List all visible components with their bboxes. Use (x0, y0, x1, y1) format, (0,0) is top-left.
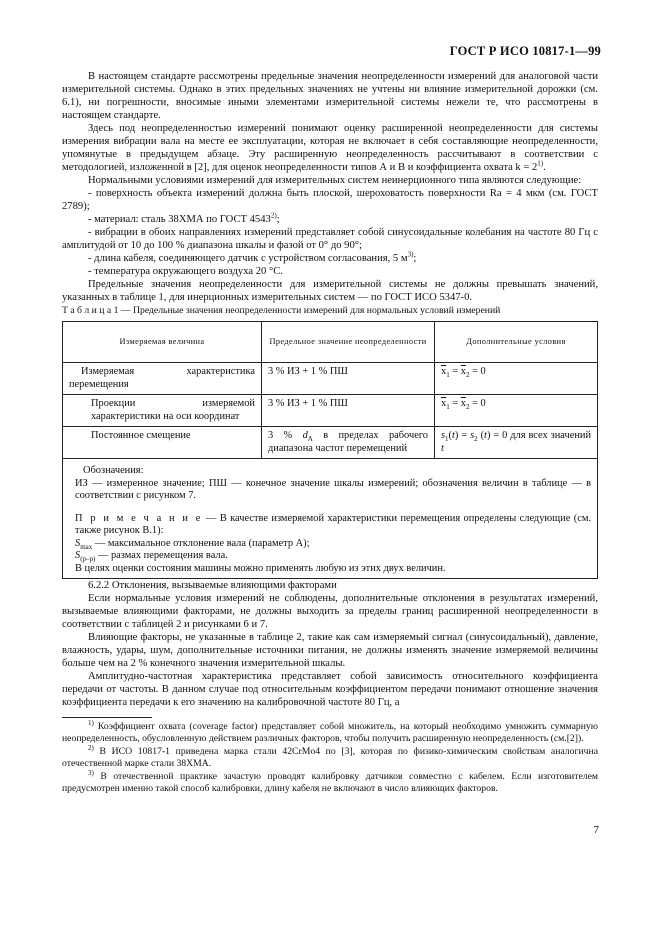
section-heading: 6.2.2 Отклонения, вызываемые влияющими факторами (88, 580, 337, 591)
paragraph: Если нормальные условия измерений не соблюдены, дополнительные отклонения в результатах измерений, вызываемые влияющими факторами, не должны выходить за пределы границ расширенной неопределенности в соответствии с таблицей 2 и рисунками 6 и 7. (62, 593, 598, 630)
table-row (63, 395, 598, 427)
footnote: $^{1)}$ Коэффициент охвата (coverage factor) представляет собой множитель, на который необходимо умножить суммарную неопределенность, обусловленную действием различных факторов, чтобы получить расширенную неопределенность (см.[2]). (62, 718, 598, 744)
note-spp: $S_{(p-p)}$ — размах перемещения вала. (75, 550, 228, 564)
page-body (62, 70, 598, 796)
table-header-cell: Предельное значение неопределенности (262, 322, 435, 363)
table-caption: Т а б л и ц а 1 — Предельные значения неопределенности измерений для нормальных условий измерений (62, 305, 501, 316)
paragraph: Нормальными условиями измерений для измерительных систем неинерционного типа являются следующие: (88, 175, 582, 186)
table-cell: Проекции измеряемой характеристики на оси координат (63, 395, 262, 427)
table-row (63, 427, 598, 459)
table-note: П р и м е ч а н и е — В качестве измеряемой характеристики перемещения определены следующие (см. также рисунок В.1): (75, 512, 591, 536)
table-cell: $\overline{x}_1 = \overline{x}_2 = 0$ (435, 363, 598, 395)
table-cell: $s_1(t) = s_2$ (t) = 0 для всех значений t (435, 427, 598, 459)
paragraph: Предельные значения неопределенности для измерительной системы не должны превышать значений, указанных в таблице 1, для инерционных измерительных систем — по ГОСТ ИСО 5347-0. (62, 279, 598, 303)
table-cell: 3 % $d_A$ в пределах рабочего диапазона частот перемещений (262, 427, 435, 459)
paragraph: Влияющие факторы, не указанные в таблице 2, такие как сам измеряемый сигнал (синусоидальный), давление, влажность, удары, шум, дополнительные источники питания, не должны изменять значение измеряемой величины больше чем на 2 % конечного значения измерительной шкалы. (62, 632, 598, 669)
paragraph: В настоящем стандарте рассмотрены предельные значения неопределенности измерений для аналоговой части измерительной системы. Однако в этих предельных значениях не учтены ни влияние измерительной дорожки (см. 6.1), ни погрешности, вносимые иными элементами измерительной системы нежели те, что рассмотрены в настоящем стандарте. (62, 71, 598, 121)
list-item: - температура окружающего воздуха 20 °С. (88, 266, 283, 277)
list-item: - длина кабеля, соединяющего датчик с устройством согласования, 5 $м^{3)}$; (88, 250, 417, 264)
table-notes (63, 459, 598, 579)
page-header: ГОСТ Р ИСО 10817-1—99 (449, 44, 601, 58)
footnote-separator (62, 717, 152, 718)
notes-text: ИЗ — измеренное значение; ПШ — конечное значение шкалы измерений; обозначения величин в таблице — в соответствии с рисунком 7. (75, 477, 591, 501)
table-cell: $\overline{x}_1 = \overline{x}_2 = 0$ (435, 395, 598, 427)
table-cell: 3 % ИЗ + 1 % ПШ (262, 395, 435, 427)
note-end: В целях оценки состояния машины можно применять любую из этих двух величин. (75, 562, 446, 574)
table-cell: 3 % ИЗ + 1 % ПШ (262, 363, 435, 395)
list-item: - материал: сталь 38ХМА по ГОСТ 4543$^{2)}$; (88, 211, 280, 225)
note-smax: $S_{max}$ — максимальное отклонение вала (параметр A); (75, 537, 310, 551)
table-header-cell: Дополнительные условия (435, 322, 598, 363)
paragraph: Здесь под неопределенностью измерений понимают оценку расширенной неопределенности для системы измерения вибрации вала на месте ее эксплуатации, которая не включает в себя составляющие неопределенности, упомянутые в предыдущем абзаце. Эту расширенную неопределенность рассчитывают в соответствии с методологией, изложенной в [2], для оценок неопределенности типов А и В и коэффициента охвата $k = 2^{1)}$. (62, 123, 598, 173)
table-cell: Постоянное смещение (63, 427, 262, 459)
table-notes-row (63, 459, 598, 579)
footnotes (62, 718, 599, 795)
list-item: - вибрации в обоих направлениях измерений представляет собой синусоидальные колебания на частоте 80 Гц с амплитудой от 10 до 100 % диапазона шкалы и фазой от 0° до 90°; (62, 227, 598, 251)
table-cell: Измеряемая характеристика перемещения (63, 363, 262, 395)
table-row (63, 363, 598, 395)
list-item: - поверхность объекта измерений должна быть плоской, шероховатость поверхности Ra = 4 мкм (см. ГОСТ 2789); (62, 188, 598, 212)
notes-title: Обозначения: (83, 465, 144, 476)
uncertainty-table (62, 321, 598, 579)
paragraph: Амплитудно-частотная характеристика представляет собой зависимость относительного коэффициента передачи от частоты. В данном случае под относительным коэффициентом передачи понимают отношение значения коэффициента передачи к его значению на калибровочной частоте 80 Гц, а (62, 671, 598, 708)
footnote: $^{3)}$ В отечественной практике зачастую проводят калибровку датчиков совместно с кабелем. Если изготовителем предусмотрен именно такой способ калибровки, длину кабеля не включают в число влияющих факторов. (62, 768, 599, 794)
table-header-row (63, 322, 598, 363)
table-header-cell: Измеряемая величина (63, 322, 262, 363)
footnote: $^{2)}$ В ИСО 10817-1 приведена марка стали 42CrMo4 по [3], которая по физико-химическим свойствам аналогична отечественной марке стали 38ХМА. (62, 743, 598, 769)
page-number: 7 (593, 824, 599, 836)
